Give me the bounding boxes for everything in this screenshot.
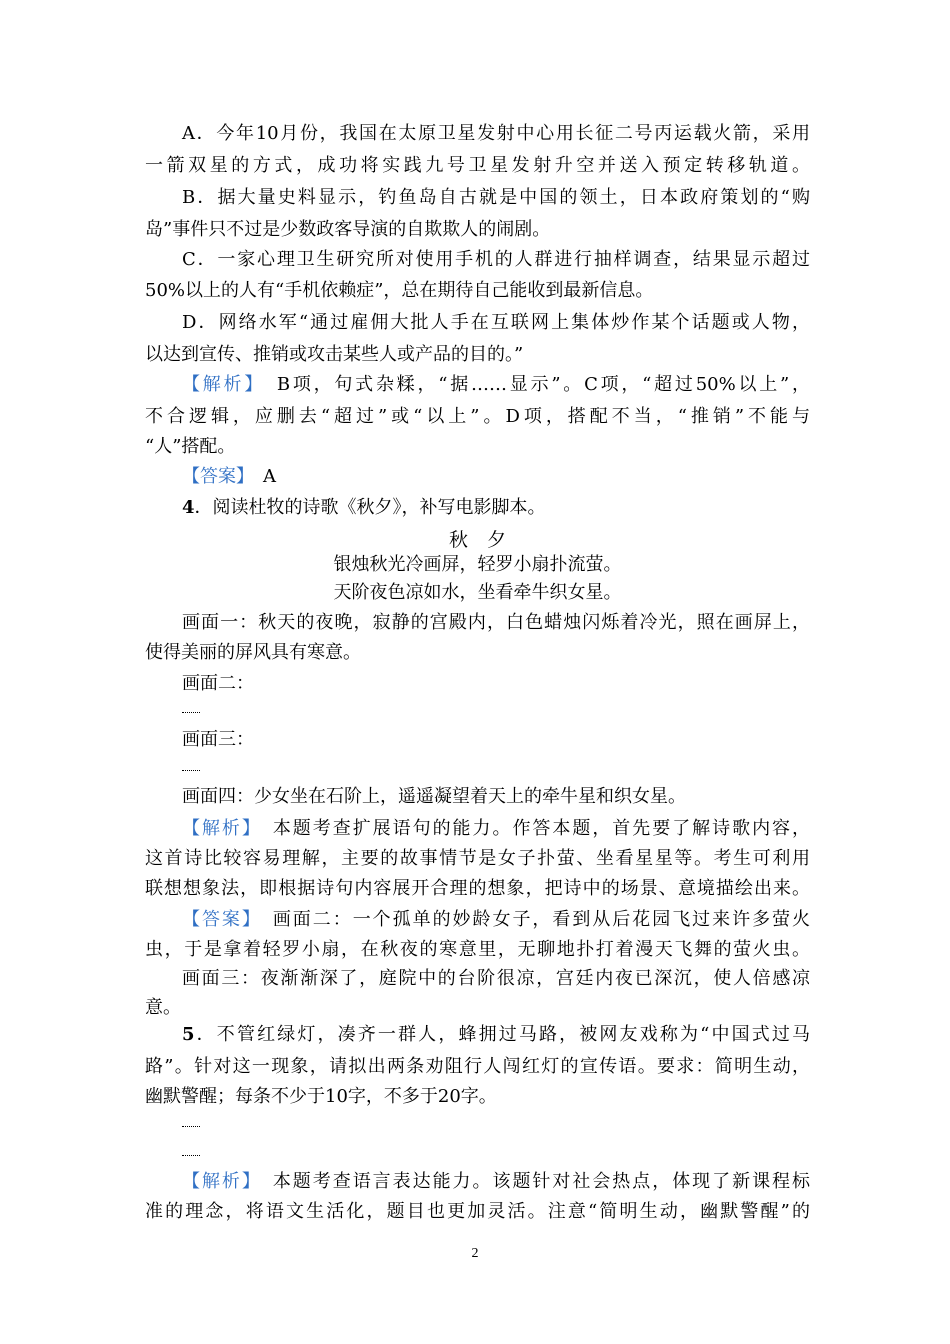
q3-analysis-line3: “人”搭配。 xyxy=(145,436,236,457)
scene4-line: 画面四：少女坐在石阶上，遥遥凝望着天上的牵牛星和织女星。 xyxy=(182,786,686,807)
q5-analysis-line1 xyxy=(182,1170,810,1194)
q4-analysis-line1 xyxy=(182,817,810,841)
q5-analysis-text: 本题考查语言表达能力。该题针对社会热点，体现了新课程标 xyxy=(252,1171,811,1192)
scene3-answer-blank xyxy=(182,770,200,771)
q4-analysis-text: 本题考查扩展语句的能力。作答本题，首先要了解诗歌内容， xyxy=(252,818,811,839)
q5-line1 xyxy=(182,1023,810,1047)
q4-answer-line1 xyxy=(182,908,810,932)
q4-answer-line2: 虫，于是拿着轻罗小扇，在秋夜的寒意里，无聊地扑打着漫天飞舞的萤火虫。 xyxy=(145,939,810,960)
q4-answer-line3: 画面三：夜渐渐深了，庭院中的台阶很凉，宫廷内夜已深沉，使人倍感凉 xyxy=(182,968,810,989)
q4-number: 4 xyxy=(182,497,195,518)
q5-text: ．不管红绿灯，凑齐一群人，蜂拥过马路，被网友戏称为“中国式过马 xyxy=(194,1024,810,1045)
scene1-line2: 使得美丽的屏风具有寒意。 xyxy=(145,642,361,663)
option-b-line2: 岛”事件只不过是少数政客导演的自欺欺人的闹剧。 xyxy=(145,219,551,240)
scene2-label: 画面二： xyxy=(182,673,254,694)
q4-answer-text: 画面二：一个孤单的妙龄女子，看到从后花园飞过来许多萤火 xyxy=(252,909,811,930)
poem-line-2: 天阶夜色凉如水，坐看牵牛织女星。 xyxy=(333,582,622,603)
q5-line3: 幽默警醒；每条不少于10字，不多于20字。 xyxy=(145,1086,497,1107)
q5-answer-blank-2 xyxy=(182,1155,200,1156)
q5-analysis-line2: 准的理念，将语文生活化，题目也更加灵活。注意“简明生动，幽默警醒”的 xyxy=(145,1201,810,1222)
poem-line-1: 银烛秋光冷画屏，轻罗小扇扑流萤。 xyxy=(333,554,622,575)
scene2-answer-blank xyxy=(182,712,200,713)
analysis-tag: 【解析】 xyxy=(182,374,257,395)
q5-line2: 路”。针对这一现象，请拟出两条劝阻行人闯红灯的宣传语。要求：简明生动， xyxy=(145,1056,810,1077)
answer-tag: 【答案】 xyxy=(182,909,253,930)
q4-prompt-text: ．阅读杜牧的诗歌《秋夕》，补写电影脚本。 xyxy=(194,497,546,518)
option-b-line1: B．据大量史料显示，钓鱼岛自古就是中国的领土，日本政府策划的“购 xyxy=(182,187,810,208)
analysis-tag: 【解析】 xyxy=(182,818,253,839)
q3-analysis-line2: 不合逻辑，应删去“超过”或“以上”。D项，搭配不当，“推销”不能与 xyxy=(145,406,810,427)
q3-answer-line xyxy=(182,465,810,489)
answer-tag: 【答案】 xyxy=(182,466,245,487)
option-d-line2: 以达到宣传、推销或攻击某些人或产品的目的。” xyxy=(145,344,524,365)
scene3-label: 画面三： xyxy=(182,729,254,750)
analysis-tag: 【解析】 xyxy=(182,1171,253,1192)
q3-analysis-line1 xyxy=(182,373,810,397)
q5-number: 5 xyxy=(182,1024,195,1045)
scene1-line1: 画面一：秋天的夜晚，寂静的宫殿内，白色蜡烛闪烁着冷光，照在画屏上， xyxy=(182,612,810,633)
option-d-line1: D．网络水军“通过雇佣大批人手在互联网上集体炒作某个话题或人物， xyxy=(182,312,810,333)
q3-analysis-text: B项，句式杂糅，“据……显示”。C项，“超过50%以上”， xyxy=(256,374,810,395)
q5-answer-blank-1 xyxy=(182,1126,200,1127)
option-c-line2: 50%以上的人有“手机依赖症”，总在期待自己能收到最新信息。 xyxy=(145,280,654,301)
q4-answer-line4: 意。 xyxy=(145,997,181,1018)
q3-answer-value: A xyxy=(245,466,276,487)
option-a-line1: A．今年10月份，我国在太原卫星发射中心用长征二号丙运载火箭，采用 xyxy=(182,123,810,144)
q4-prompt xyxy=(182,496,810,520)
poem-title: 秋 夕 xyxy=(448,529,506,551)
page-number: 2 xyxy=(471,1246,479,1261)
option-c-line1: C．一家心理卫生研究所对使用手机的人群进行抽样调查，结果显示超过 xyxy=(182,249,810,270)
q4-analysis-line2: 这首诗比较容易理解，主要的故事情节是女子扑萤、坐看星星等。考生可利用 xyxy=(145,848,810,869)
q4-analysis-line3: 联想想象法，即根据诗句内容展开合理的想象，把诗中的场景、意境描绘出来。 xyxy=(145,878,810,899)
option-a-line2: 一箭双星的方式，成功将实践九号卫星发射升空并送入预定转移轨道。 xyxy=(145,155,810,176)
